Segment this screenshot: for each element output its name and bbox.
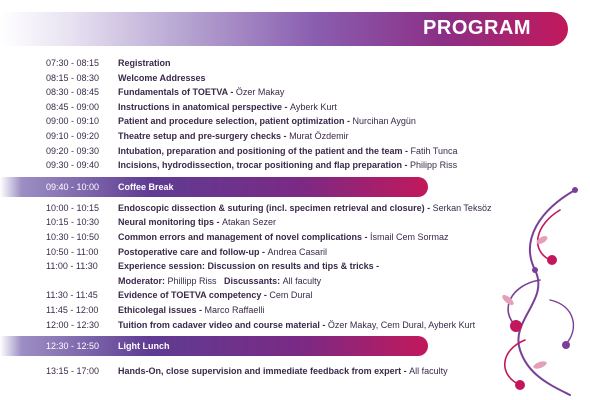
session-time: 11:00 - 11:30 [46,261,98,272]
session-time: 10:15 - 10:30 [46,217,100,228]
session-title: Fundamentals of TOETVA - [118,87,236,98]
session-speaker: İsmail Cem Sormaz [370,231,449,242]
break-time: 09:40 - 10:00 [46,181,100,192]
page-title: PROGRAM [423,17,531,39]
session-time: 12:00 - 12:30 [46,319,100,330]
session-title: Experience session: Discussion on results and tips & tricks - [118,261,380,272]
session-speaker: All faculty [409,366,448,377]
break-title: Light Lunch [118,341,170,352]
moderator-label: Moderator: [118,275,168,286]
break-time: 12:30 - 12:50 [46,341,100,352]
discussants-label: Discussants: [224,275,283,286]
schedule-row [0,144,590,159]
session-speaker: Murat Özdemir [289,130,349,141]
session-time: 08:30 - 08:45 [46,87,100,98]
session-title: Ethicolegal issues - [118,304,205,315]
coffee-break-bar [0,177,428,197]
floral-ornament-icon [480,180,590,400]
schedule-row [0,129,590,144]
program-banner [0,12,568,46]
schedule-row [0,158,590,173]
session-title: Patient and procedure selection, patient optimization - [118,116,353,127]
session-speaker: Andrea Casaril [267,246,328,257]
session-speaker: Özer Makay, Cem Dural, Ayberk Kurt [327,319,476,330]
session-time: 13:15 - 17:00 [46,366,100,377]
session-title: Hands-On, close supervision and immediate feedback from expert - [118,366,410,377]
session-title: Intubation, preparation and positioning of the patient and the team - [118,145,411,156]
session-title: Welcome Addresses [118,72,206,83]
session-time: 10:00 - 10:15 [46,202,100,213]
session-title: Tuition from cadaver video and course material - [118,319,328,330]
session-speaker: Fatih Tunca [410,145,458,156]
session-time: 11:45 - 12:00 [46,304,99,315]
schedule-row [0,56,590,71]
session-speaker: Cem Dural [269,290,313,301]
session-speaker: Nurcihan Aygün [352,116,416,127]
session-title: Common errors and management of novel complications - [118,231,371,242]
session-time: 09:20 - 09:30 [46,145,100,156]
session-speaker: Marco Raffaelli [204,304,265,315]
session-time: 08:45 - 09:00 [46,101,100,112]
session-speaker: Philipp Riss [410,160,458,171]
session-speaker: Serkan Teksöz [432,202,492,213]
schedule-row [0,100,590,115]
session-title: Evidence of TOETVA competency - [118,290,270,301]
session-title: Postoperative care and follow-up - [118,246,268,257]
schedule-row [0,85,590,100]
session-speaker: Atakan Sezer [222,217,277,228]
session-title: Instructions in anatomical perspective - [118,101,291,112]
session-title: Theatre setup and pre-surgery checks - [118,130,290,141]
session-speaker: Ayberk Kurt [290,101,337,112]
session-time: 09:30 - 09:40 [46,160,100,171]
lunch-break-bar [0,336,428,356]
session-speaker: Özer Makay [235,87,285,98]
session-title: Incisions, hydrodissection, trocar positioning and flap preparation - [118,160,411,171]
session-time: 07:30 - 08:15 [46,58,100,68]
schedule-row [0,71,590,86]
session-time: 08:15 - 08:30 [46,72,100,83]
discussants-names: All faculty [282,275,322,286]
session-title: Endoscopic dissection & suturing (incl. specimen retrieval and closure) - [118,202,433,213]
session-title: Registration [118,58,171,68]
session-time: 10:30 - 10:50 [46,231,100,242]
schedule-row [0,114,590,129]
session-time: 11:30 - 11:45 [46,290,98,301]
session-title: Neural monitoring tips - [118,217,223,228]
moderator-name: Phillipp Riss [167,275,217,286]
break-title: Coffee Break [118,181,174,192]
session-time: 09:00 - 09:10 [46,116,100,127]
session-time: 09:10 - 09:20 [46,130,100,141]
session-time: 10:50 - 11:00 [46,246,99,257]
